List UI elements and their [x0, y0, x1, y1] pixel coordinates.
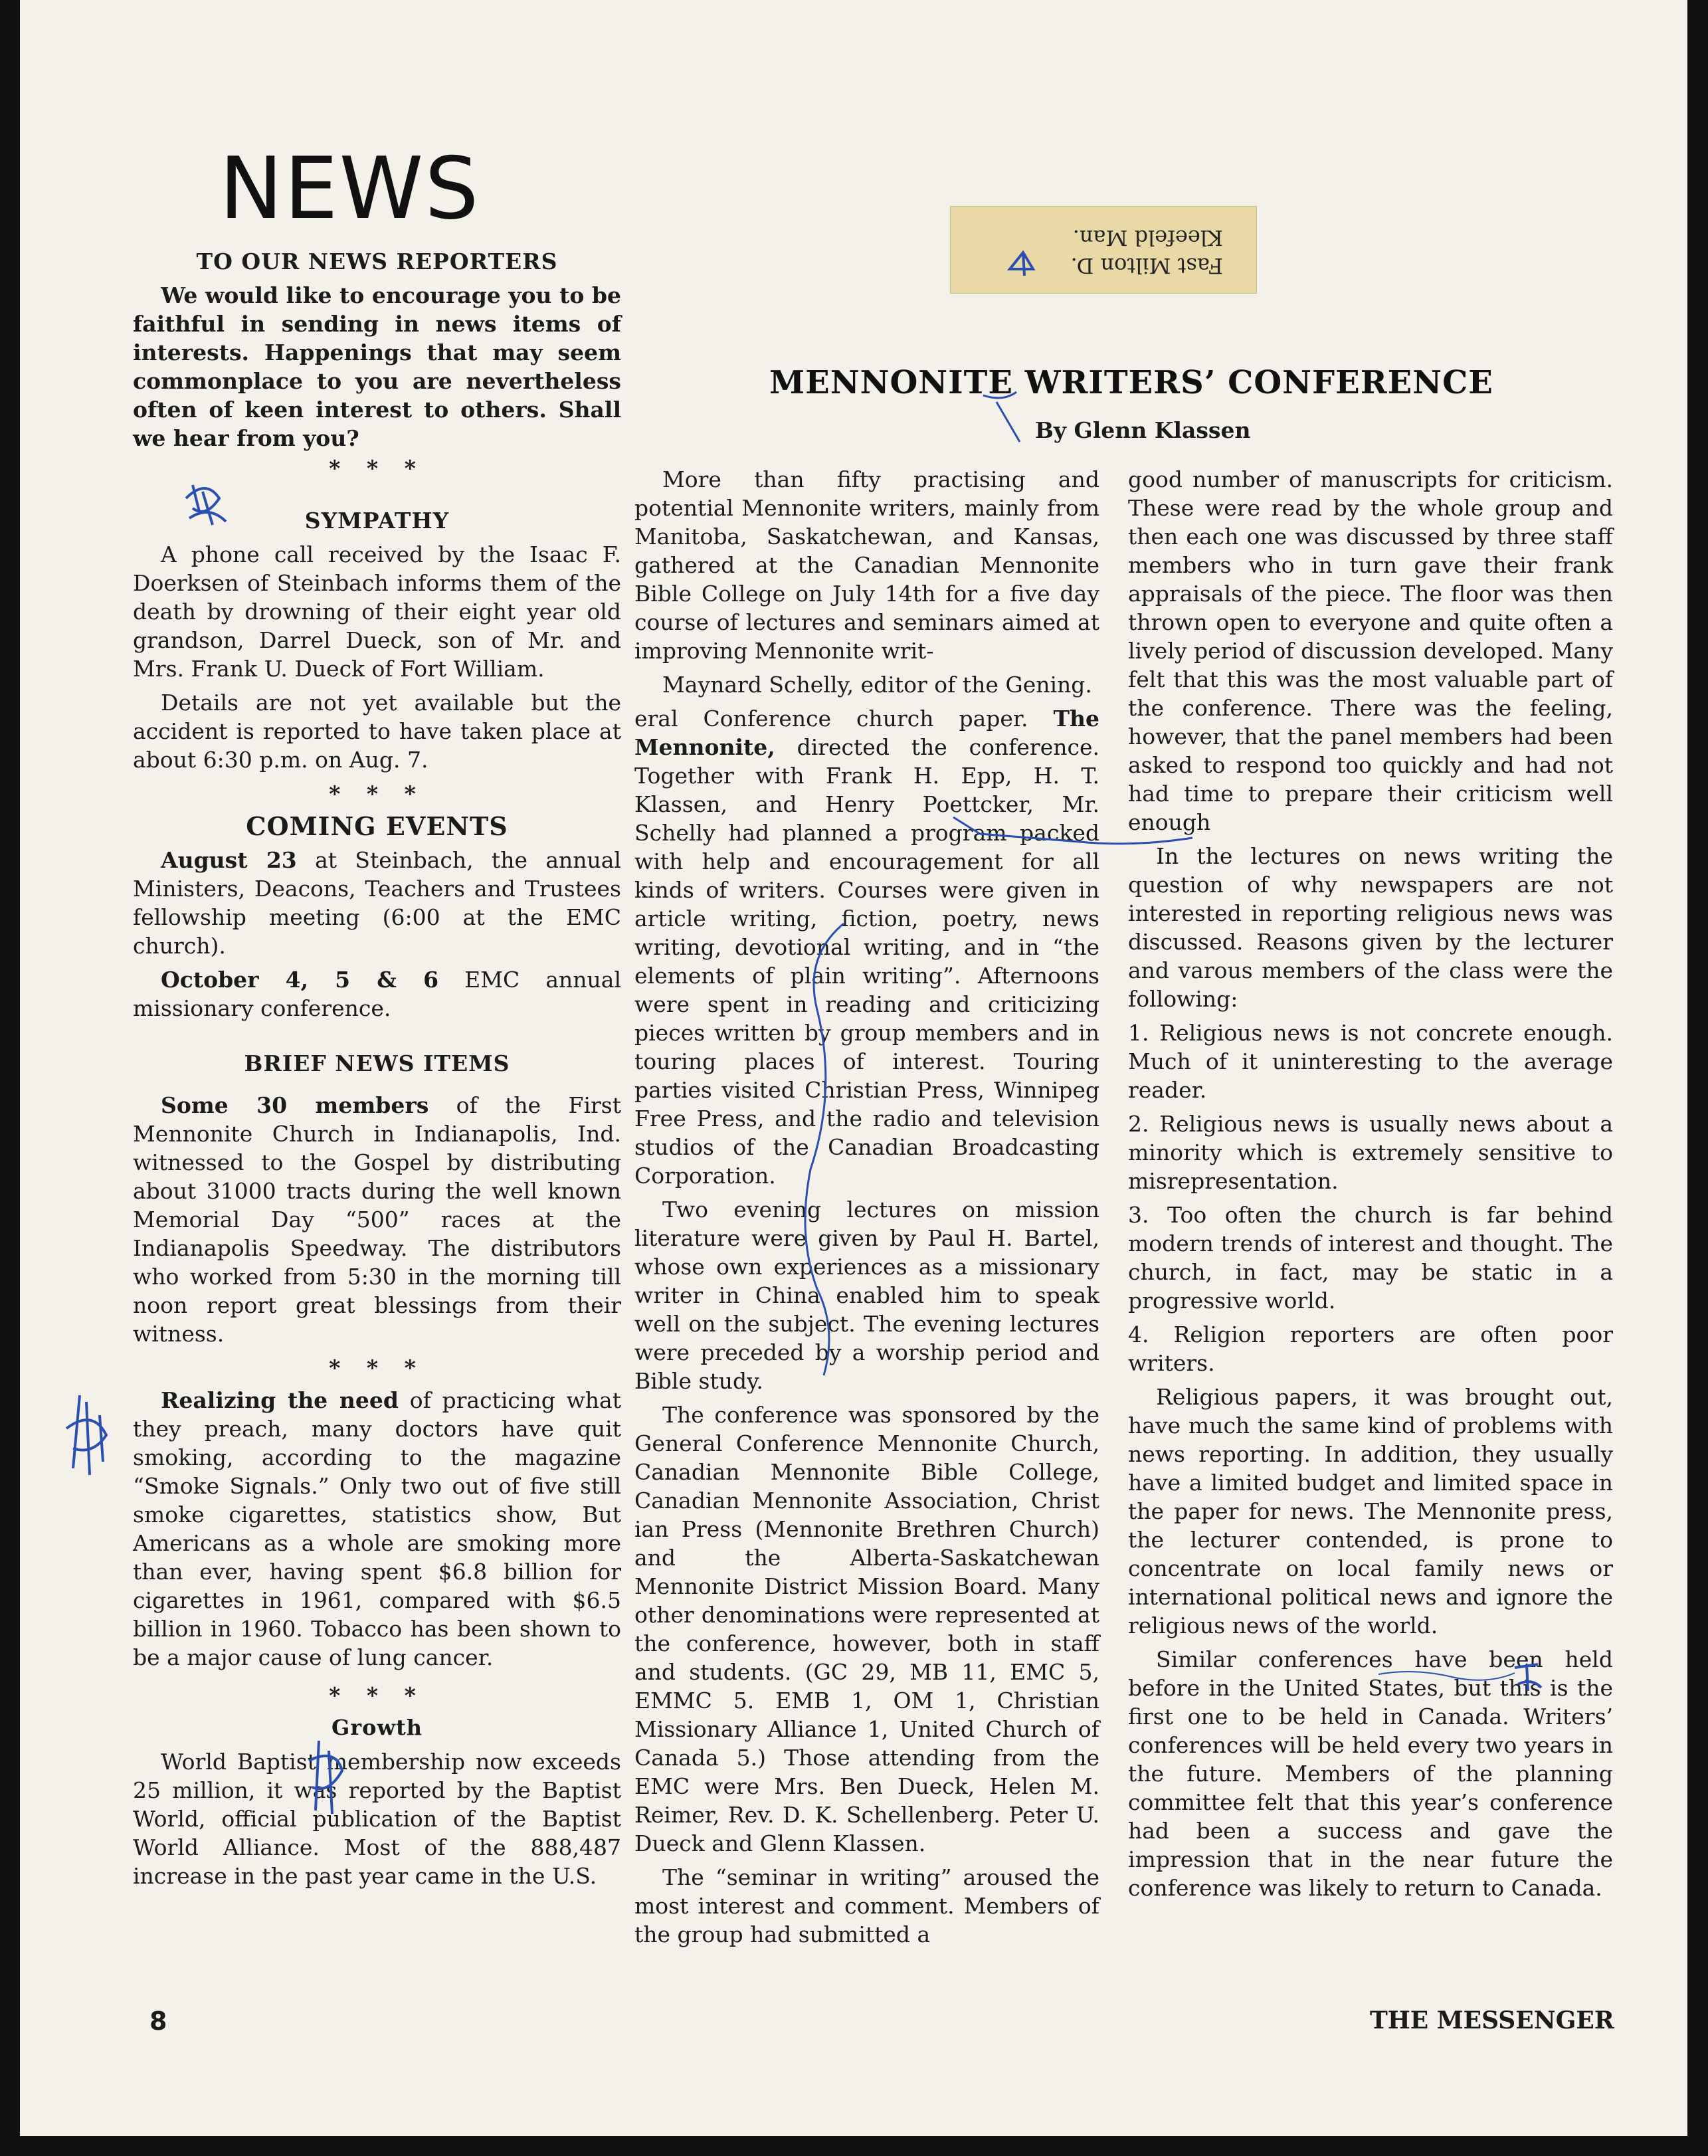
news-masthead: NEWS	[219, 140, 480, 239]
event-item	[133, 965, 621, 1023]
brief-text: of practicing what they preach, many doctors have quit smoking, according to the magazine “Smoke Signals.” Only two out of five still smoke cigarettes, statistics show, But Americans as a whole are smoking more than ever, having spent $6.8 billion for cigarettes in 1961, compared with $6.5 billion in 1960. Tobacco has been shown to be a major cause of lung cancer.	[133, 1387, 621, 1670]
article-paragraph: Two evening lectures on mission literature were given by Paul H. Bartel, whose own experiences as a missionary writer in China enabled him to speak well on the subject. The evening lectures were preceded by a worship period and Bible study.	[634, 1197, 1099, 1394]
brief-item	[133, 1386, 621, 1672]
article-headline: MENNONITE WRITERS’ CONFERENCE	[769, 364, 1493, 401]
pen-mark-icon	[977, 389, 1056, 448]
article-paragraph: More than fifty practising and potential Mennonite writers, mainly from Manitoba, Saskatchewan, and Kansas, gathered at the Canadian Mennonite Bible College on July 14th for a five day course of lectures and seminars aimed at improving Mennonite writ-	[634, 466, 1099, 664]
pen-mark-icon	[791, 917, 857, 1382]
separator-stars: * * *	[329, 455, 425, 481]
article-paragraph	[634, 704, 1099, 1190]
mailing-label-line1: Fast Milton D.	[1070, 253, 1223, 278]
article-paragraph: good number of manuscripts for criticism. These were read by the whole group and then each one was discussed by three staff members who in turn gave their frank appraisals of the piece. The floor was then thrown open to everyone and quite often a lively period of discussion developed. Many felt that this was the most valuable part of the conference. There was the feeling, however, that the panel members had been asked to respond too quickly and had not had time to prepare their criticism well enough	[1128, 466, 1613, 835]
pen-mark-icon	[173, 472, 252, 538]
growth-paragraph: World Baptist membership now exceeds 25 million, it was reported by the Baptist World, official publication of the Baptist World Alliance. Most of the 888,487 increase in the past year came in the U.S.	[133, 1749, 621, 1889]
event-item	[133, 846, 621, 960]
reason-item: 3. Too often the church is far behind modern trends of interest and thought. The church, in fact, may be static in a progressive world.	[1128, 1202, 1613, 1314]
reason-item: 4. Religion reporters are often poor writers.	[1128, 1322, 1613, 1376]
article-paragraph: Maynard Schelly, editor of the Gening.	[662, 672, 1092, 698]
event-date: August 23	[161, 847, 297, 873]
event-text: EMC annual missionary conference.	[133, 967, 622, 1021]
brief-text: of the First Mennonite Church in Indianapolis, Ind. witnessed to the Gospel by distributing about 31000 tracts during the well known Memorial Day “500” races at the Indianapolis Speedway. The distributors who worked from 5:30 in the morning till noon report great blessings from their witness.	[133, 1092, 621, 1347]
article-paragraph: Similar conferences have been held before in the United States, but this is the first one to be held in Canada. Writers’ conferences will be held every two years in the future. Members of the planning committee felt that this year’s conference had been a success and gave the impression that in the near future the conference was likely to return to Canada.	[1128, 1646, 1613, 1901]
brief-lead: Some 30 members	[161, 1092, 429, 1118]
mailing-label-text	[951, 207, 1256, 293]
article-paragraph: In the lectures on news writing the question of why newspapers are not interested in reporting religious news was discussed. Reasons given by the lecturer and varous members of the class were the following:	[1128, 843, 1613, 1012]
event-text: at Steinbach, the annual Ministers, Deacons, Teachers and Trustees fellowship meeting (6:00 at the EMC church).	[133, 847, 621, 959]
page-number: 8	[149, 2007, 167, 2036]
article-text: directed the conference. Together with Frank H. Epp, H. T. Klassen, and Henry Poettcker, Mr. Schelly had planned a program packed with help and encouragement for all kinds of writers. Courses were given in article writing, fiction, poetry, news writing, devotional writing, and in “the elements of plain writing”. Afternoons were spent in reading and criticizing pieces written by group members and in touring places of interest. Touring parties visited Christian Press, Winnipeg Free Press, and the radio and television studios of the Canadian Broadcasting Corporation.	[634, 734, 1099, 1189]
reason-item: 1. Religious news is not concrete enough. Much of it uninteresting to the average reader.	[1128, 1020, 1613, 1103]
separator-stars: * * *	[329, 781, 425, 807]
reporters-heading: TO OUR NEWS REPORTERS	[196, 248, 558, 274]
separator-stars: * * *	[329, 1355, 425, 1381]
mailing-label-line2: Kleefeld Man.	[1072, 225, 1223, 250]
brief-lead: Realizing the need	[161, 1387, 399, 1413]
event-date: October 4, 5 & 6	[161, 967, 439, 993]
pen-mark-icon	[292, 1734, 365, 1820]
coming-events-heading: COMING EVENTS	[246, 811, 508, 841]
sympathy-heading: SYMPATHY	[304, 508, 450, 534]
article-byline: By Glenn Klassen	[1035, 417, 1251, 443]
brief-news-heading: BRIEF NEWS ITEMS	[244, 1050, 510, 1076]
publication-name: THE MESSENGER	[1370, 2007, 1614, 2034]
pen-mark-icon	[53, 1389, 126, 1482]
paper-name: The Mennonite,	[634, 706, 1099, 760]
article-text: eral Conference church paper.	[634, 706, 1054, 732]
sympathy-paragraph-1: A phone call received by the Isaac F. Doerksen of Steinbach informs them of the death by drowning of their eight year old grandson, Darrel Dueck, son of Mr. and Mrs. Frank U. Dueck of Fort William.	[133, 541, 621, 682]
pen-mark-icon	[1003, 246, 1043, 279]
brief-item	[133, 1091, 621, 1348]
pen-mark-icon	[1375, 1661, 1521, 1688]
mailing-label	[950, 206, 1257, 294]
article-paragraph: Religious papers, it was brought out, have much the same kind of problems with news reporting. In addition, they usually have a limited budget and limited space in the paper for news. The Mennonite press, the lecturer contended, is prone to concentrate on local family news or international political news and ignore the religious news of the world.	[1128, 1384, 1613, 1638]
growth-heading: Growth	[331, 1715, 423, 1740]
sympathy-paragraph-2: Details are not yet available but the accident is reported to have taken place at about 6:30 p.m. on Aug. 7.	[133, 690, 621, 773]
pen-mark-icon	[947, 814, 1199, 860]
article-paragraph: The “seminar in writing” aroused the most interest and comment. Members of the group had submitted a	[634, 1864, 1099, 1947]
reporters-text: We would like to encourage you to be faithful in sending in news items of interests. Happenings that may seem commonplace to you are nevertheless often of keen interest to others. Shall we hear from you?	[133, 282, 621, 451]
newspaper-page	[20, 0, 1687, 2136]
article-middle-column	[634, 465, 1099, 1954]
separator-stars: * * *	[329, 1682, 425, 1708]
article-paragraph: The conference was sponsored by the General Conference Mennonite Church, Canadian Mennonite Bible College, Canadian Mennonite Association, Christ ian Press (Mennonite Brethren Church) and the Alberta-Saskatchewan Mennonite District Mission Board. Many other denominations were represented at the conference, however, both in staff and students. (GC 29, MB 11, EMC 5, EMMC 5. EMB 1, OM 1, Christian Missionary Alliance 1, United Church of Canada 5.) Those attending from the EMC were Mrs. Ben Dueck, Helen M. Reimer, Rev. D. K. Schellenberg. Peter U. Dueck and Glenn Klassen.	[634, 1402, 1099, 1856]
reason-item: 2. Religious news is usually news about a minority which is extremely sensitive to misrepresentation.	[1128, 1111, 1613, 1194]
